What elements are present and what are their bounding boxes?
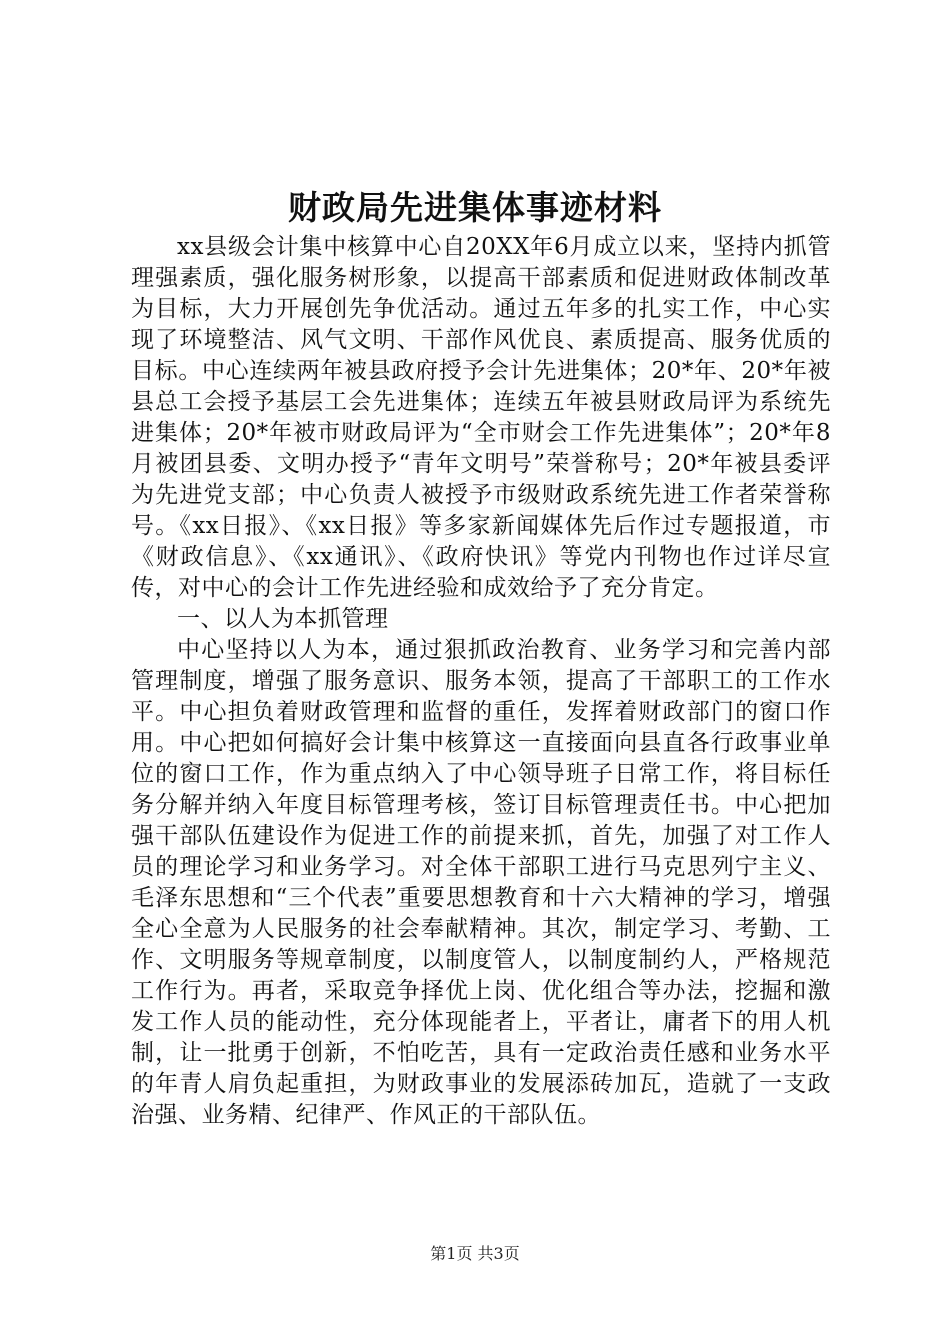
section-heading: 一、以人为本抓管理 (177, 606, 389, 632)
paragraph-section-1: 中心坚持以人为本，通过狠抓政治教育、业务学习和完善内部管理制度，增强了服务意识、服务本领，提高了干部职工的工作水平。中心担负着财政管理和监督的重任，发挥着财政部门的窗口作用。中心把如何搞好会计集中核算这一直接面向县直各行政事业单位的窗口工作，作为重点纳入了中心领导班子日常工作，将目标任务分解并纳入年度目标管理考核，签订目标管理责任书。中心把加强干部队伍建设作为促进工作的前提来抓，首先，加强了对工作人员的理论学习和业务学习。对全体干部职工进行马克思列宁主义、毛泽东思想和“三个代表”重要思想教育和十六大精神的学习，增强全心全意为人民服务的社会奉献精神。其次，制定学习、考勤、工作、文明服务等规章制度，以制度管人，以制度制约人，严格规范工作行为。再者，采取竞争择优上岗、优化组合等办法，挖掘和激发工作人员的能动性，充分体现能者上，平者让，庸者下的用人机制，让一批勇于创新，不怕吃苦，具有一定政治责任感和业务水平的年青人肩负起重担，为财政事业的发展添砖加瓦，造就了一支政治强、业务精、纪律严、作风正的干部队伍。 (131, 637, 831, 1128)
page-footer: 第1页 共3页 (430, 1244, 520, 1263)
document-body (131, 232, 831, 1131)
document-title: 财政局先进集体事迹材料 (288, 188, 662, 227)
paragraph-intro: xx县级会计集中核算中心自20XX年6月成立以来，坚持内抓管理强素质，强化服务树形象，以提高干部素质和促进财政体制改革为目标，大力开展创先争优活动。通过五年多的扎实工作，中心实现了环境整洁、风气文明、干部作风优良、素质提高、服务优质的目标。中心连续两年被县政府授予会计先进集体；20*年、20*年被县总工会授予基层工会先进集体；连续五年被县财政局评为系统先进集体；20*年被市财政局评为“全市财会工作先进集体”；20*年8月被团县委、文明办授予“青年文明号”荣誉称号；20*年被县委评为先进党支部；中心负责人被授予市级财政系统先进工作者荣誉称号。《xx日报》、《xx日报》等多家新闻媒体先后作过专题报道，市《财政信息》、《xx通讯》、《政府快讯》等党内刊物也作过详尽宣传，对中心的会计工作先进经验和成效给予了充分肯定。 (131, 234, 831, 601)
